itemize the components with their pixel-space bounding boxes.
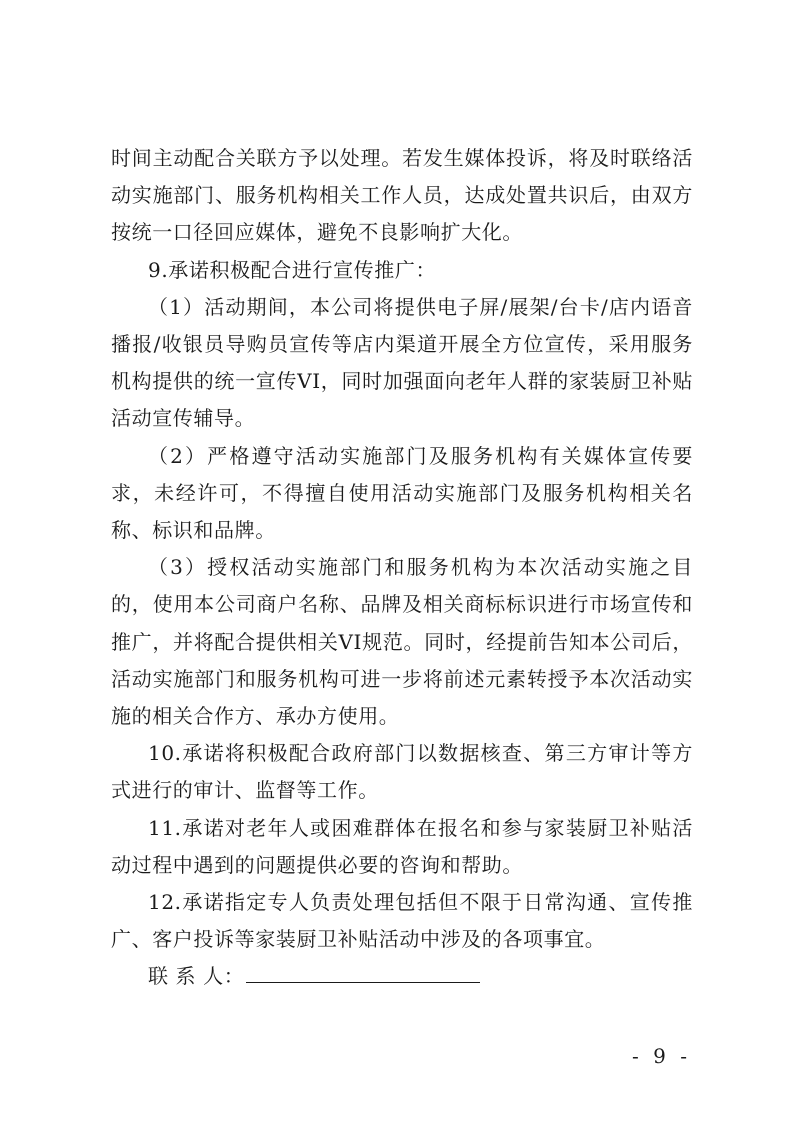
page-number: - 9 - <box>632 1044 691 1068</box>
clause-10: 10.承诺将积极配合政府部门以数据核查、第三方审计等方式进行的审计、监督等工作。 <box>111 741 693 803</box>
clause-9-item-1: （1）活动期间，本公司将提供电子屏/展架/台卡/店内语音播报/收银员导购员宣传等店内渠道开展全方位宣传，采用服务机构提供的统一宣传VI，同时加强面向老年人群的家装厨卫补贴活动宣传辅导。 <box>111 294 693 431</box>
clause-12: 12.承诺指定专人负责处理包括但不限于日常沟通、宣传推广、客户投诉等家装厨卫补贴活动中涉及的各项事宜。 <box>111 890 693 952</box>
contact-person-line <box>111 958 693 995</box>
clause-11: 11.承诺对老年人或困难群体在报名和参与家装厨卫补贴活动过程中遇到的问题提供必要的咨询和帮助。 <box>111 815 693 877</box>
clause-9-item-2: （2）严格遵守活动实施部门及服务机构有关媒体宣传要求，未经许可，不得擅自使用活动实施部门及服务机构相关名称、标识和品牌。 <box>111 443 693 543</box>
contact-person-blank[interactable] <box>246 958 480 983</box>
clause-9-heading: 9.承诺积极配合进行宣传推广： <box>148 257 437 282</box>
contact-person-label: 联 系 人： <box>148 964 245 989</box>
clause-9-item-3: （3）授权活动实施部门和服务机构为本次活动实施之目的，使用本公司商户名称、品牌及相关商标标识进行市场宣传和推广，并将配合提供相关VI规范。同时，经提前告知本公司后，活动实施部门和服务机构可进一步将前述元素转授予本次活动实施的相关合作方、承办方使用。 <box>111 555 693 729</box>
paragraph-continuation: 时间主动配合关联方予以处理。若发生媒体投诉，将及时联络活动实施部门、服务机构相关工作人员，达成处置共识后，由双方按统一口径回应媒体，避免不良影响扩大化。 <box>111 146 693 245</box>
document-body <box>111 140 693 996</box>
